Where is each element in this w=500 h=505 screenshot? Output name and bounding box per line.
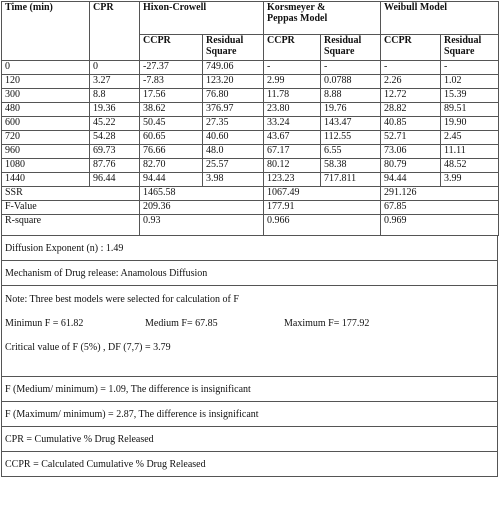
cell-kp-res: 6.55 (321, 145, 381, 159)
value-rsquare-wb: 0.969 (381, 215, 499, 236)
note-diffusion-row (2, 236, 498, 261)
note-critical-f: Critical value of F (5%) , DF (7,7) = 3.79 (5, 342, 171, 353)
cell-hc-res: 376.97 (203, 103, 264, 117)
cell-cpr: 8.8 (90, 89, 140, 103)
table-row (2, 103, 499, 117)
cell-wb-res: 3.99 (441, 173, 499, 187)
stats-row-fvalue (2, 201, 499, 215)
cell-wb-ccpr: 73.06 (381, 145, 441, 159)
note-f-med-min-row (2, 377, 498, 402)
cell-hc-res: 123.20 (203, 75, 264, 89)
cell-hc-ccpr: 76.66 (140, 145, 203, 159)
cell-cpr: 69.73 (90, 145, 140, 159)
cell-wb-ccpr: 94.44 (381, 173, 441, 187)
value-fvalue-kp: 177.91 (264, 201, 381, 215)
cell-wb-ccpr: - (381, 61, 441, 75)
subheader-wb-residual: Residual Square (441, 35, 499, 61)
cell-wb-res: 2.45 (441, 131, 499, 145)
cell-time: 600 (2, 117, 90, 131)
cell-kp-ccpr: 80.12 (264, 159, 321, 173)
results-document (1, 1, 498, 501)
cell-hc-res: 48.0 (203, 145, 264, 159)
subheader-kp-ccpr: CCPR (264, 35, 321, 61)
cell-wb-ccpr: 12.72 (381, 89, 441, 103)
stats-row-rsquare (2, 215, 499, 236)
cell-wb-res: 48.52 (441, 159, 499, 173)
cell-wb-res: 89.51 (441, 103, 499, 117)
cell-time: 960 (2, 145, 90, 159)
note-mechanism: Mechanism of Drug release: Anamolous Diffusion (2, 261, 498, 286)
note-cpr-def-row (2, 427, 498, 452)
cell-kp-ccpr: - (264, 61, 321, 75)
cell-hc-res: 749.06 (203, 61, 264, 75)
cell-hc-ccpr: 38.62 (140, 103, 203, 117)
cell-cpr: 96.44 (90, 173, 140, 187)
subheader-hc-ccpr: CCPR (140, 35, 203, 61)
note-selection: Note: Three best models were selected for calculation of F (5, 294, 239, 305)
cell-wb-ccpr: 80.79 (381, 159, 441, 173)
cell-kp-ccpr: 43.67 (264, 131, 321, 145)
header-korsmeyer-peppas (264, 2, 381, 35)
cell-cpr: 0 (90, 61, 140, 75)
cell-kp-ccpr: 11.78 (264, 89, 321, 103)
cell-hc-ccpr: 94.44 (140, 173, 203, 187)
value-fvalue-wb: 67.85 (381, 201, 499, 215)
value-rsquare-hc: 0.93 (140, 215, 264, 236)
label-fvalue: F-Value (2, 201, 140, 215)
cell-time: 720 (2, 131, 90, 145)
table-row (2, 159, 499, 173)
table-row (2, 117, 499, 131)
cell-time: 1440 (2, 173, 90, 187)
header-cpr: CPR (90, 2, 140, 61)
note-f-calculation-row (2, 286, 498, 377)
cell-cpr: 54.28 (90, 131, 140, 145)
cell-kp-res: 8.88 (321, 89, 381, 103)
cell-cpr: 3.27 (90, 75, 140, 89)
cell-kp-ccpr: 123.23 (264, 173, 321, 187)
cell-kp-ccpr: 33.24 (264, 117, 321, 131)
cell-kp-res: 19.76 (321, 103, 381, 117)
cell-hc-res: 76.80 (203, 89, 264, 103)
label-ssr: SSR (2, 187, 140, 201)
cell-wb-ccpr: 40.85 (381, 117, 441, 131)
value-rsquare-kp: 0.966 (264, 215, 381, 236)
cell-kp-res: 58.38 (321, 159, 381, 173)
cell-time: 120 (2, 75, 90, 89)
cell-kp-ccpr: 2.99 (264, 75, 321, 89)
cell-hc-ccpr: 60.65 (140, 131, 203, 145)
subheader-kp-residual: Residual Square (321, 35, 381, 61)
header-time: Time (min) (2, 2, 90, 61)
header-korsmeyer-line2: Peppas Model (267, 13, 328, 24)
table-row (2, 75, 499, 89)
cell-kp-ccpr: 23.80 (264, 103, 321, 117)
note-f-med-min: F (Medium/ minimum) = 1.09, The difference is insignificant (2, 377, 498, 402)
cell-kp-res: 143.47 (321, 117, 381, 131)
note-f-max-min-row (2, 402, 498, 427)
cell-hc-ccpr: -27.37 (140, 61, 203, 75)
model-fitting-table (1, 1, 499, 236)
subheader-wb-ccpr: CCPR (381, 35, 441, 61)
cell-wb-ccpr: 52.71 (381, 131, 441, 145)
note-ccpr-def-row (2, 452, 498, 477)
header-weibull: Weibull Model (381, 2, 499, 35)
note-f-values (5, 312, 494, 336)
note-f-min: Minimun F = 61.82 (5, 318, 84, 329)
table-row (2, 145, 499, 159)
note-cpr-definition: CPR = Cumulative % Drug Released (2, 427, 498, 452)
subheader-hc-residual: Residual Square (203, 35, 264, 61)
cell-time: 0 (2, 61, 90, 75)
cell-cpr: 19.36 (90, 103, 140, 117)
value-fvalue-hc: 209.36 (140, 201, 264, 215)
note-f-med: Medium F= 67.85 (145, 318, 218, 329)
header-row-models (2, 2, 499, 35)
cell-hc-ccpr: 82.70 (140, 159, 203, 173)
cell-kp-res: - (321, 61, 381, 75)
cell-time: 300 (2, 89, 90, 103)
stats-row-ssr (2, 187, 499, 201)
cell-kp-res: 717.811 (321, 173, 381, 187)
note-mechanism-row (2, 261, 498, 286)
cell-wb-ccpr: 2.26 (381, 75, 441, 89)
cell-wb-res: 1.02 (441, 75, 499, 89)
header-hixon-crowell: Hixon-Crowell (140, 2, 264, 35)
note-f-max: Maximum F= 177.92 (284, 318, 370, 329)
note-f-max-min: F (Maximum/ minimum) = 2.87, The difference is insignificant (2, 402, 498, 427)
label-rsquare: R-square (2, 215, 140, 236)
cell-cpr: 45.22 (90, 117, 140, 131)
cell-hc-res: 40.60 (203, 131, 264, 145)
value-ssr-kp: 1067.49 (264, 187, 381, 201)
cell-hc-ccpr: 17.56 (140, 89, 203, 103)
note-ccpr-definition: CCPR = Calculated Cumulative % Drug Released (2, 452, 498, 477)
cell-hc-res: 25.57 (203, 159, 264, 173)
cell-wb-ccpr: 28.82 (381, 103, 441, 117)
cell-kp-ccpr: 67.17 (264, 145, 321, 159)
cell-time: 480 (2, 103, 90, 117)
table-row (2, 131, 499, 145)
cell-wb-res: 11.11 (441, 145, 499, 159)
cell-kp-res: 112.55 (321, 131, 381, 145)
notes-table (1, 236, 498, 477)
table-row (2, 173, 499, 187)
cell-hc-res: 3.98 (203, 173, 264, 187)
table-row (2, 89, 499, 103)
cell-hc-ccpr: 50.45 (140, 117, 203, 131)
cell-kp-res: 0.0788 (321, 75, 381, 89)
note-diffusion: Diffusion Exponent (n) : 1.49 (2, 236, 498, 261)
cell-wb-res: - (441, 61, 499, 75)
cell-wb-res: 15.39 (441, 89, 499, 103)
cell-hc-res: 27.35 (203, 117, 264, 131)
value-ssr-hc: 1465.58 (140, 187, 264, 201)
header-korsmeyer-line1: Korsmeyer & (267, 2, 326, 13)
cell-time: 1080 (2, 159, 90, 173)
value-ssr-wb: 291.126 (381, 187, 499, 201)
cell-hc-ccpr: -7.83 (140, 75, 203, 89)
cell-cpr: 87.76 (90, 159, 140, 173)
cell-wb-res: 19.90 (441, 117, 499, 131)
table-row (2, 61, 499, 75)
